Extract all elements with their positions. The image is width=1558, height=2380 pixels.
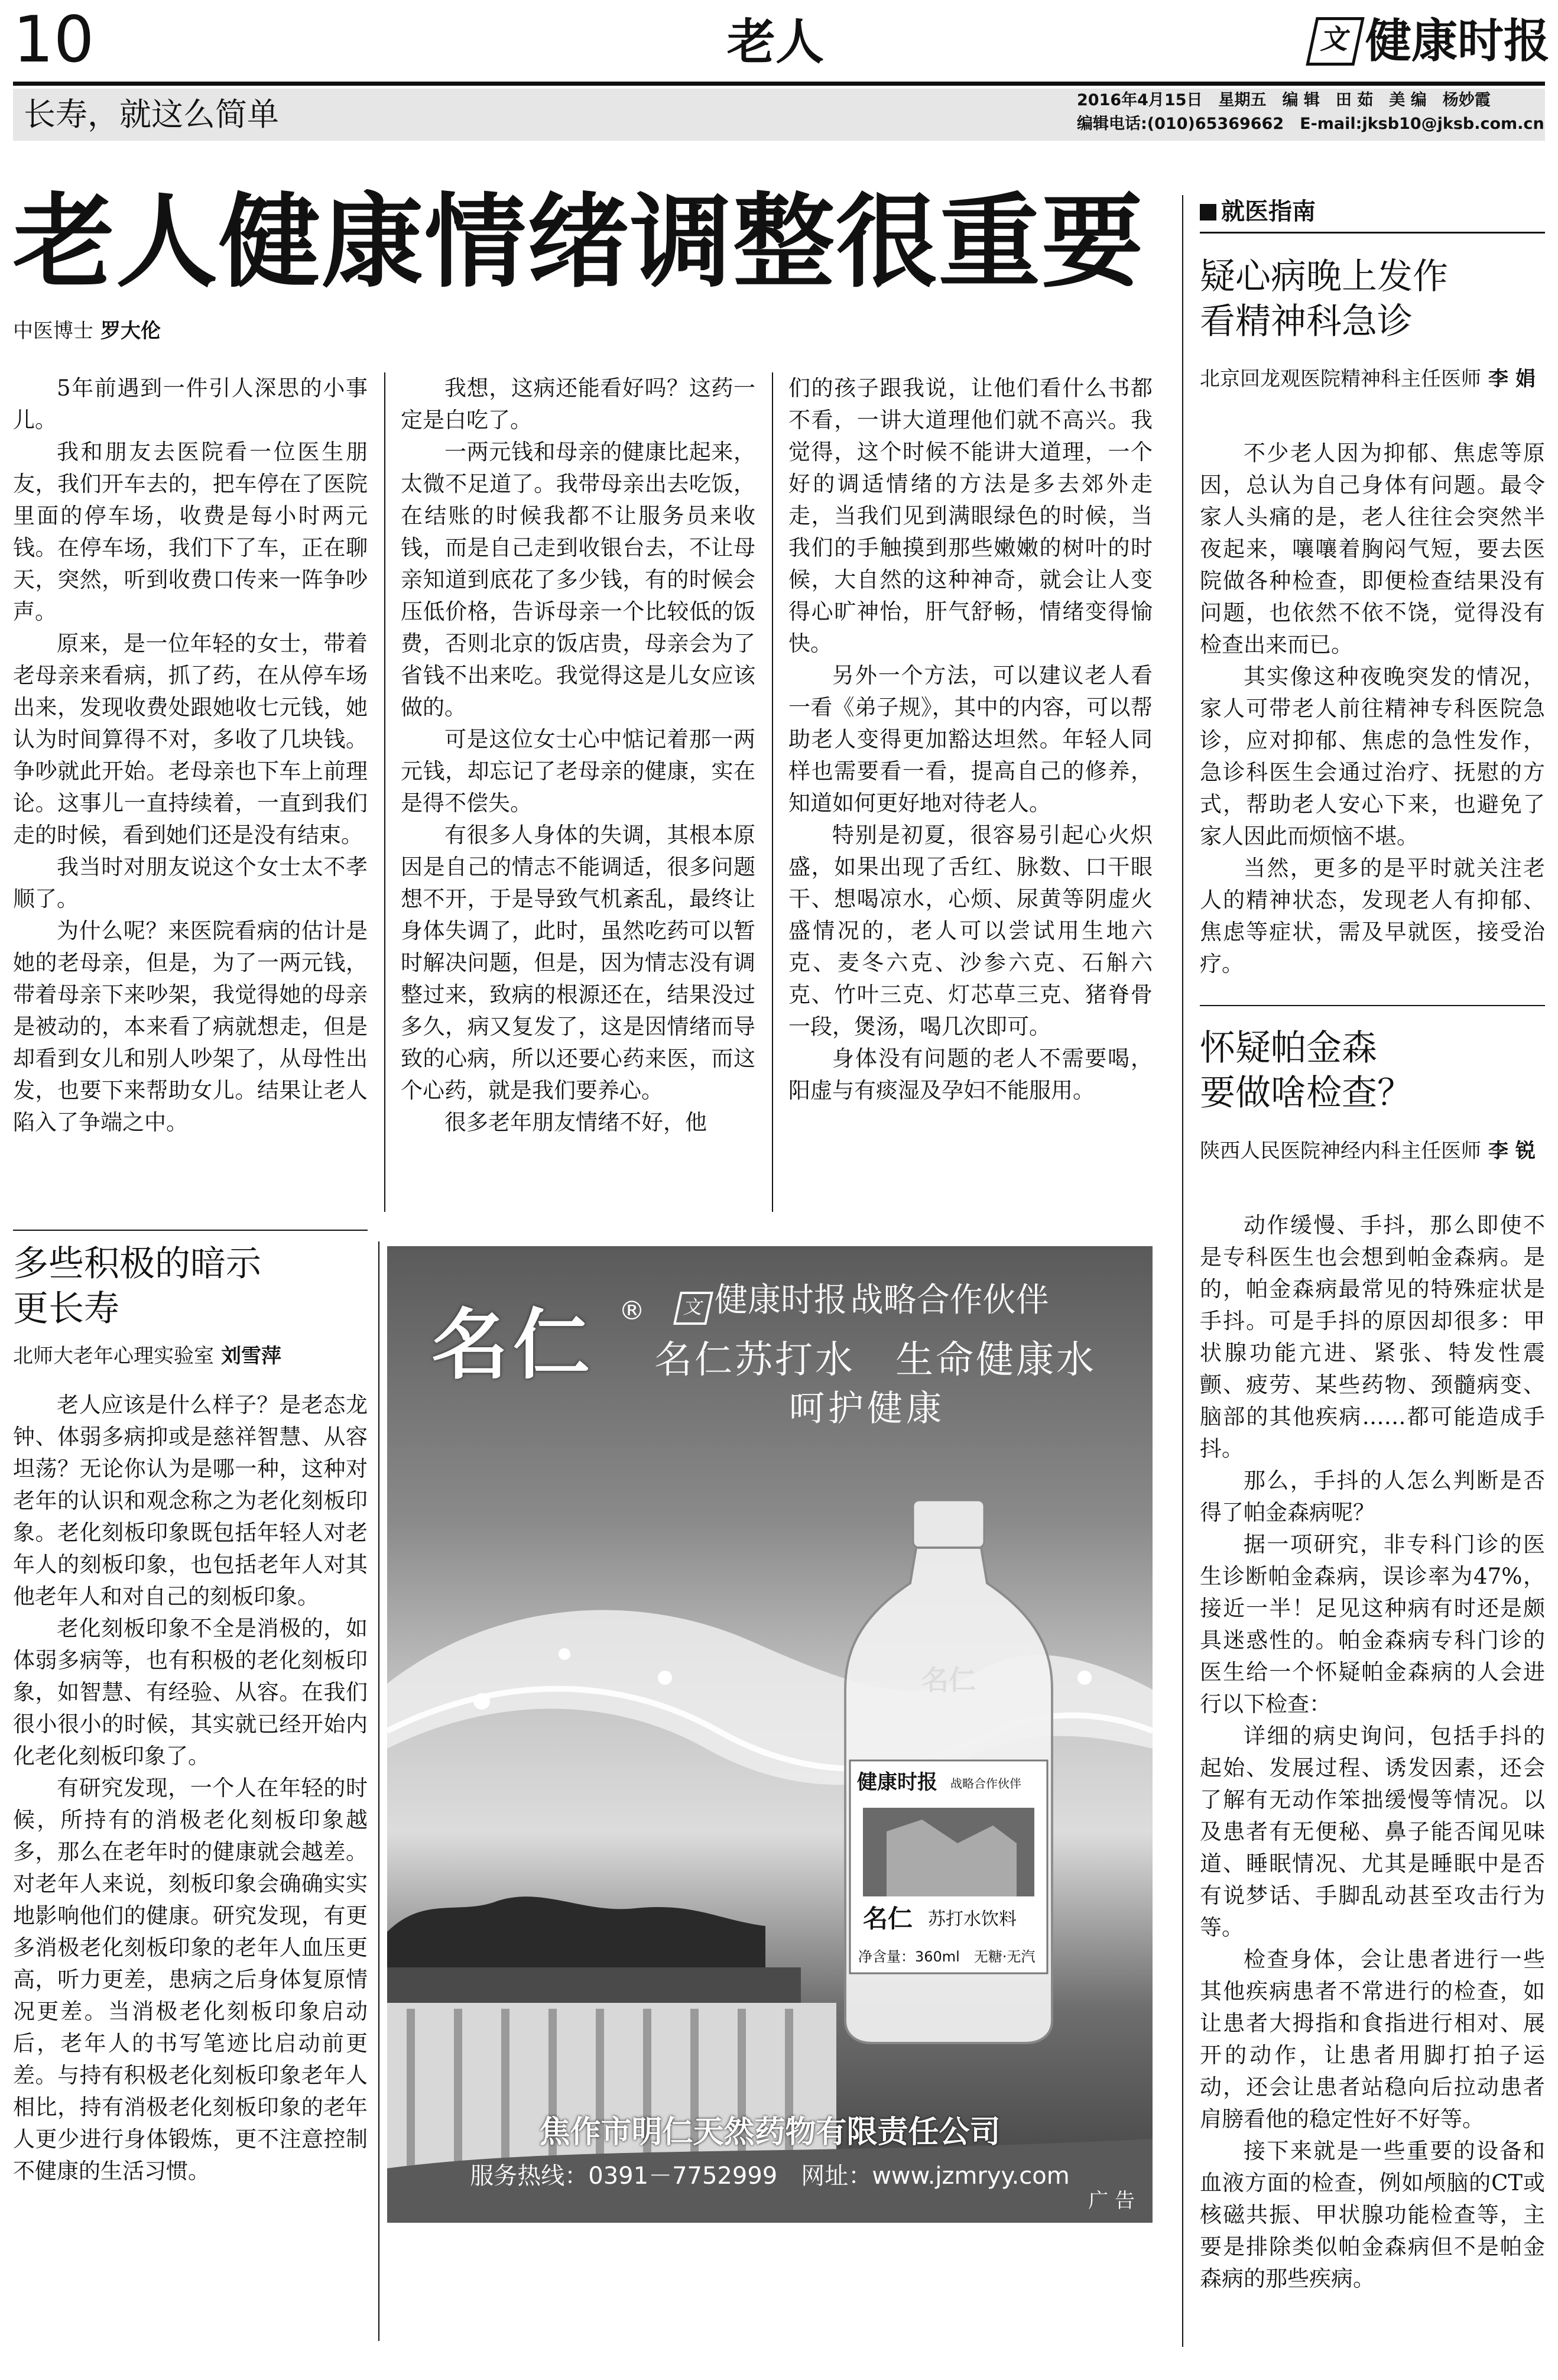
column-divider: [772, 372, 773, 1212]
page-number: 10: [13, 3, 95, 77]
bottle-paper: 健康时报: [857, 1771, 937, 1794]
paper-name: 健康时报: [1365, 14, 1550, 68]
sidebar-divider: [1182, 195, 1183, 2347]
paragraph: 有研究发现，一个人在年轻的时候，所持有的消极老化刻板印象越多，那么在老年时的健康就会越差。对老年人来说，刻板印象会确确实实地影响他们的健康。研究发现，有更多消极老化刻板印象的老年人血压更高，听力更差，患病之后身体复原情况更差。当消极老化刻板印象启动后，老年人的书写笔迹比启动前更差。与持有积极老化刻板印象老年人相比，持有消极老化刻板印象的老年人更少进行身体锻炼，更不注意控制不健康的生活习惯。: [13, 1775, 368, 2184]
seal-icon: 文: [673, 1292, 713, 1325]
paragraph: 们的孩子跟我说，让他们看什么书都不看，一讲大道理他们就不高兴。我觉得，这个时候不能讲大道理，一个好的调适情绪的方法是多去郊外走走，当我们见到满眼绿色的时候，当我们的手触摸到那些嫩嫩的树叶的时候，大自然的这种神奇，就会让人变得心旷神怡，肝气舒畅，情绪变得愉快。: [788, 375, 1153, 656]
guide-article-2-title: 怀疑帕金森 要做啥检查？: [1200, 1027, 1413, 1114]
paragraph: 其实像这种夜晚突发的情况，家人可带老人前往精神专科医院急诊，应对抑郁、焦虑的急性发作，急诊科医生会通过治疗、抚慰的方式，帮助老人安心下来，也避免了家人因此而烦恼不堪。: [1200, 664, 1545, 849]
paragraph: 5年前遇到一件引人深思的小事儿。: [13, 375, 368, 433]
section-rule: [1200, 1005, 1545, 1006]
contact-info: 编辑电话:(010)65369662 E-mail:jksb10@jksb.com.cn: [1077, 115, 1544, 133]
second-byline: 北师大老年心理实验室 刘雪萍: [13, 1344, 281, 1368]
main-article-column-2: [401, 372, 755, 1139]
ad-service-line: 服务热线：0391－7752999 网址：www.jzmryy.com: [470, 2162, 1070, 2190]
guide-rule: [1200, 232, 1545, 234]
main-headline: 老人健康情绪调整很重要: [13, 183, 1144, 301]
masthead-rule: [13, 82, 1545, 86]
ad-company: 焦作市明仁天然药物有限责任公司: [539, 2115, 1001, 2150]
date-editors: 2016年4月15日 星期五 编 辑 田 茹 美 编 杨妙霞: [1077, 91, 1491, 109]
paragraph: 老化刻板印象不全是消极的，如体弱多病等，也有积极的老化刻板印象，如智慧、有经验、从容。在我们很小很小的时候，其实就已经开始内化老化刻板印象了。: [13, 1616, 368, 1769]
guide-article-1-title: 疑心病晚上发作 看精神科急诊: [1200, 256, 1448, 342]
main-byline: [13, 317, 161, 345]
bottle-partner: 战略合作伙伴: [950, 1776, 1021, 1791]
advertisement: [387, 1246, 1153, 2223]
paragraph: 当然，更多的是平时就关注老人的精神状态，发现老人有抑郁、焦虑等症状，需及早就医，接受治疗。: [1200, 855, 1545, 977]
bottle-volume: 净含量：360ml 无糖·无汽: [858, 1948, 1036, 1965]
column-divider: [378, 1241, 379, 2341]
ad-slogan: 名仁苏打水 生命健康水: [654, 1338, 1096, 1382]
paragraph: 我想，这病还能看好吗？这药一定是白吃了。: [401, 375, 755, 433]
square-bullet-icon: [1200, 204, 1216, 221]
paragraph: 据一项研究，非专科门诊的医生诊断帕金森病，误诊率为47%，接近一半！足见这种病有时还是颇具迷惑性的。帕金森病专科门诊的医生给一个怀疑帕金森病的人会进行以下检查：: [1200, 1532, 1545, 1717]
column-name: 长寿，就这么简单: [24, 96, 279, 133]
guide-article-2-byline: 陕西人民医院神经内科主任医师 李 锐: [1200, 1139, 1536, 1163]
paragraph: 动作缓慢、手抖，那么即使不是专科医生也会想到帕金森病。是的，帕金森病最常见的特殊症状是手抖。可是手抖的原因却很多：甲状腺功能亢进、紧张、特发性震颤、疲劳、某些药物、颈髓病变、脑部的其他疾病……都可能造成手抖。: [1200, 1212, 1545, 1461]
paper-logo: [1311, 12, 1550, 71]
paragraph: 另外一个方法，可以建议老人看一看《弟子规》，其中的内容，可以帮助老人变得更加豁达坦然。年轻人同样也需要看一看，提高自己的修养，知道如何更好地对待老人。: [788, 663, 1153, 816]
guide-tag: 就医指南: [1200, 195, 1316, 228]
paragraph: 一两元钱和母亲的健康比起来，太微不足道了。我带母亲出去吃饭，在结账的时候我都不让服务员来收钱，而是自己走到收银台去，不让母亲知道到底花了多少钱，有的时候会压低价格，告诉母亲一个比较低的饭费，否则北京的饭店贵，母亲会为了省钱不出来吃。我觉得这是儿女应该做的。: [401, 439, 755, 720]
section-title: 老人: [727, 14, 825, 70]
guide-article-1-byline: 北京回龙观医院精神科主任医师 李 娟: [1200, 367, 1536, 391]
guide-article-1-body: [1200, 437, 1545, 980]
author-role: 中医博士: [13, 319, 93, 343]
paragraph: 我和朋友去医院看一位医生朋友，我们开车去的，把车停在了医院里面的停车场，收费是每小时两元钱。在停车场，我们下了车，正在聊天，突然，听到收费口传来一阵争吵声。: [13, 439, 368, 624]
bottle-brand: 名仁: [863, 1904, 913, 1933]
paragraph: 身体没有问题的老人不需要喝，阳虚与有痰湿及孕妇不能服用。: [788, 1046, 1153, 1103]
second-headline: 多些积极的暗示 更长寿: [13, 1243, 261, 1330]
section-rule: [13, 1230, 368, 1231]
bottle-brand-top: 名仁: [921, 1664, 976, 1696]
paragraph: 接下来就是一些重要的设备和血液方面的检查，例如颅脑的CT或核磁共振、甲状腺功能检查等，主要是排除类似帕金森病但不是帕金森病的那些疾病。: [1200, 2138, 1545, 2291]
paragraph: 那么，手抖的人怎么判断是否得了帕金森病呢？: [1200, 1468, 1545, 1525]
paragraph: 原来，是一位年轻的女士，带着老母亲来看病，抓了药，在从停车场出来，发现收费处跟她收七元钱，她认为时间算得不对，多收了几块钱。争吵就此开始。老母亲也下车上前理论。这事儿一直持续着，一直到我们走的时候，看到她们还是没有结束。: [13, 631, 368, 848]
column-divider: [384, 372, 385, 1212]
main-article-column-1: [13, 372, 368, 1139]
bottle-product: 苏打水饮料: [928, 1909, 1017, 1930]
paragraph: 检查身体，会让患者进行一些其他疾病患者不常进行的检查，如让患者大拇指和食指进行相对、展开的动作，让患者用脚打拍子运动，还会让患者站稳向后拉动患者肩膀看他的稳定性好不好等。: [1200, 1947, 1545, 2132]
dateline: [1077, 89, 1545, 136]
registered-mark: ®: [619, 1296, 645, 1326]
ad-slogan-2: 呵护健康: [789, 1388, 945, 1429]
paragraph: 特别是初夏，很容易引起心火炽盛，如果出现了舌红、脉数、口干眼干、想喝凉水，心烦、尿黄等阴虚火盛情况的，老人可以尝试用生地六克、麦冬六克、沙参六克、石斛六克、竹叶三克、灯芯草三克、猪脊骨一段，煲汤，喝几次即可。: [788, 822, 1153, 1039]
ad-brand: 名仁: [431, 1300, 595, 1390]
paragraph: 为什么呢？来医院看病的估计是她的老母亲，但是，为了一两元钱，带着母亲下来吵架，我觉得她的母亲是被动的，本来看了病就想走，但是却看到女儿和别人吵架了，从母性出发，也要下来帮助女儿。结果让老人陷入了争端之中。: [13, 918, 368, 1135]
paragraph: 详细的病史询问，包括手抖的起始、发展过程、诱发因素，还会了解有无动作笨拙缓慢等情况。以及患者有无便秘、鼻子能否闻见味道、睡眠情况、尤其是睡眠中是否有说梦话、手脚乱动甚至攻击行为等。: [1200, 1723, 1545, 1940]
ad-label: 广 告: [1088, 2189, 1135, 2213]
paragraph: 不少老人因为抑郁、焦虑等原因，总认为自己身体有问题。最令家人头痛的是，老人往往会突然半夜起来，嚷嚷着胸闷气短，要去医院做各种检查，即便检查结果没有问题，也依然不依不饶，觉得没有检查出来而已。: [1200, 440, 1545, 657]
paragraph: 有很多人身体的失调，其根本原因是自己的情志不能调适，很多问题想不开，于是导致气机紊乱，最终让身体失调了，此时，虽然吃药可以暂时解决问题，但是，因为情志没有调整过来，致病的根源还在，结果没过多久，病又复发了，这是因情绪而导致的心病，所以还要心药来医，而这个心药，就是我们要养心。: [401, 822, 755, 1103]
ad-partner-line: 文 健康时报 战略合作伙伴: [677, 1279, 1049, 1325]
guide-article-2-body: [1200, 1210, 1545, 2295]
main-article-column-3: [788, 372, 1153, 1107]
soda-water-bottle: [839, 1500, 1058, 2044]
seal-icon: 文: [1306, 17, 1364, 66]
paragraph: 很多老年朋友情绪不好，他: [444, 1110, 707, 1135]
paragraph: 可是这位女士心中惦记着那一两元钱，却忘记了老母亲的健康，实在是得不偿失。: [401, 727, 755, 816]
author-name: 罗大伦: [100, 319, 161, 343]
paragraph: 我当时对朋友说这个女士太不孝顺了。: [13, 854, 368, 912]
second-article-body: [13, 1389, 368, 2187]
paragraph: 老人应该是什么样子？是老态龙钟、体弱多病抑或是慈祥智慧、从容坦荡？无论你认为是哪一种，这种对老年的认识和观念称之为老化刻板印象。老化刻板印象既包括年轻人对老年人的刻板印象，也包括老年人对其他老年人和对自己的刻板印象。: [13, 1392, 368, 1609]
